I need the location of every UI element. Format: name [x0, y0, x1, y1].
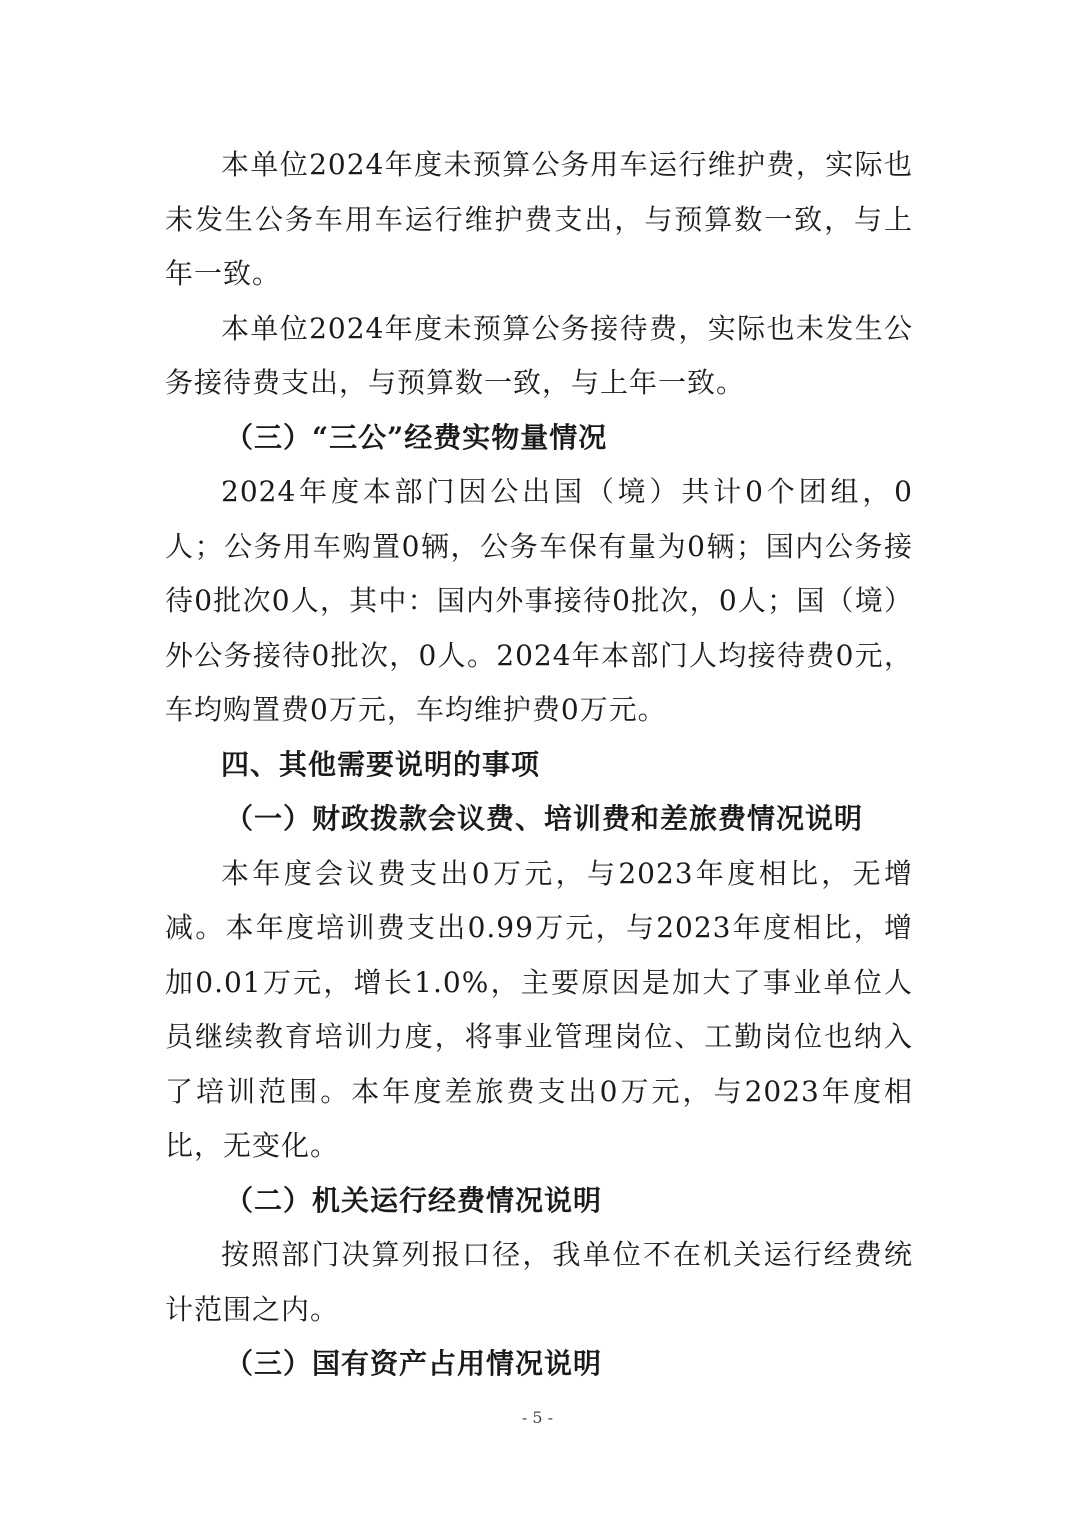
subheading-meeting-training-travel: （一）财政拨款会议费、培训费和差旅费情况说明 [225, 802, 864, 835]
page-number: - 5 - [521, 1408, 554, 1427]
section-heading-other-matters: 四、其他需要说明的事项 [221, 747, 541, 781]
paragraph-physical-quantity: 2024年度本部门因公出国（境）共计0个团组，0人；公务用车购置0辆，公务车保有量为0辆；国内公务接待0批次0人，其中：国内外事接待0批次，0人；国（境）外公务接待0批次，0人。2024年本部门人均接待费0元，车均购置费0万元，车均维护费0万元。 [165, 475, 913, 726]
subheading-operating-expense: （二）机关运行经费情况说明 [225, 1183, 603, 1217]
paragraph-operating-expense: 按照部门决算列报口径，我单位不在机关运行经费统计范围之内。 [165, 1238, 913, 1326]
subheading-physical-quantity: （三）“三公”经费实物量情况 [225, 420, 608, 454]
document-body [165, 138, 913, 1392]
paragraph-reception-expense: 本单位2024年度未预算公务接待费，实际也未发生公务接待费支出，与预算数一致，与上年一致。 [165, 311, 913, 399]
paragraph-meeting-training-travel: 本年度会议费支出0万元，与2023年度相比，无增减。本年度培训费支出0.99万元，与2023年度相比，增加0.01万元，增长1.0%，主要原因是加大了事业单位人员继续教育培训力度，将事业管理岗位、工勤岗位也纳入了培训范围。本年度差旅费支出0万元，与2023年度相比，无变化。 [165, 856, 913, 1162]
paragraph-vehicle-maintenance: 本单位2024年度未预算公务用车运行维护费，实际也未发生公务车用车运行维护费支出，与预算数一致，与上年一致。 [165, 148, 913, 290]
subheading-state-assets: （三）国有资产占用情况说明 [225, 1347, 603, 1380]
